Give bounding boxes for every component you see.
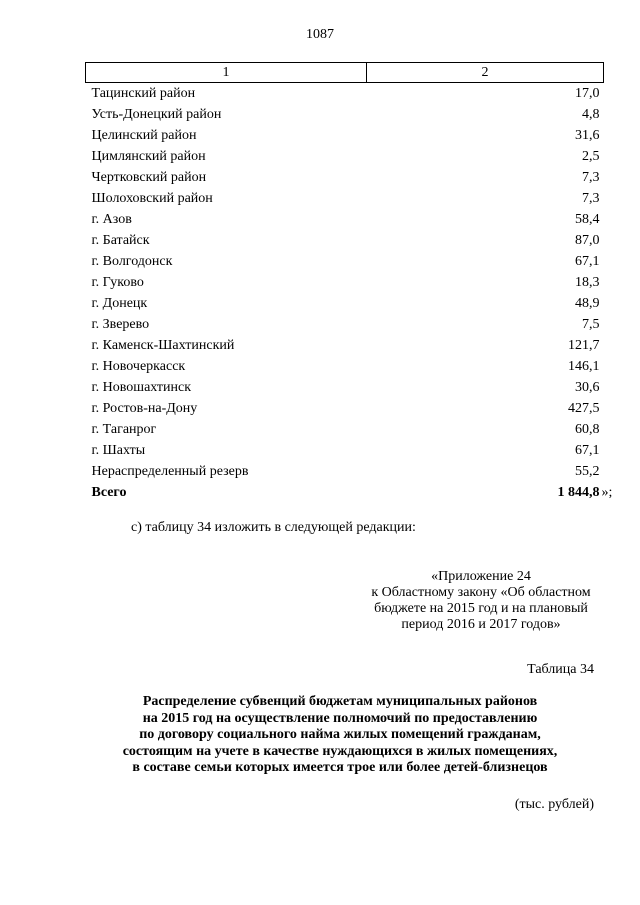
row-name: Целинский район bbox=[91, 128, 197, 143]
table-row bbox=[86, 440, 604, 461]
row-name: г. Новошахтинск bbox=[91, 380, 192, 395]
table-body bbox=[86, 83, 613, 504]
total-value-cell bbox=[367, 482, 613, 503]
table-row bbox=[86, 398, 604, 419]
row-value: 427,5 bbox=[568, 401, 600, 416]
table-row bbox=[86, 230, 604, 251]
row-value: 48,9 bbox=[575, 296, 600, 311]
row-name: Нераспределенный резерв bbox=[91, 464, 249, 479]
instruction-text: с) таблицу 34 изложить в следующей редакции: bbox=[131, 520, 416, 535]
row-name: г. Азов bbox=[91, 212, 132, 227]
table-row bbox=[86, 314, 604, 335]
row-value: 146,1 bbox=[568, 359, 600, 374]
row-name: г. Ростов-на-Дону bbox=[91, 401, 198, 416]
table-row bbox=[86, 356, 604, 377]
distribution-table-container bbox=[85, 62, 613, 503]
table-row bbox=[86, 419, 604, 440]
table-row bbox=[86, 272, 604, 293]
heading-line: по договору социального найма жилых помещений гражданам, bbox=[139, 727, 541, 742]
row-name: Тацинский район bbox=[91, 86, 196, 101]
row-value: 4,8 bbox=[582, 107, 600, 122]
heading-line: Распределение субвенций бюджетам муниципальных районов bbox=[142, 694, 538, 709]
section-heading bbox=[60, 694, 620, 777]
heading-line: на 2015 год на осуществление полномочий по предоставлению bbox=[142, 710, 538, 726]
row-value: 121,7 bbox=[568, 338, 600, 353]
row-value: 7,3 bbox=[582, 191, 600, 206]
total-label: Всего bbox=[91, 485, 127, 500]
row-name: г. Батайск bbox=[91, 233, 150, 248]
table-row bbox=[86, 461, 604, 482]
table-row bbox=[86, 377, 604, 398]
row-value: 17,0 bbox=[575, 86, 600, 101]
row-value: 67,1 bbox=[575, 254, 600, 269]
distribution-table bbox=[85, 62, 613, 503]
row-value: 7,5 bbox=[582, 317, 600, 332]
row-value: 31,6 bbox=[575, 128, 600, 143]
row-name: г. Новочеркасск bbox=[91, 359, 186, 374]
row-value: 55,2 bbox=[575, 464, 600, 479]
row-name: г. Таганрог bbox=[91, 422, 157, 437]
appendix-line: бюджете на 2015 год и на плановый bbox=[374, 601, 588, 616]
total-suffix: »; bbox=[601, 485, 613, 500]
row-name: г. Каменск-Шахтинский bbox=[91, 338, 235, 353]
units-note: (тыс. рублей) bbox=[514, 797, 594, 812]
heading-line: в составе семьи которых имеется трое или более детей-близнецов bbox=[132, 760, 548, 775]
page-number: 1087 bbox=[306, 27, 334, 42]
row-value: 18,3 bbox=[575, 275, 600, 290]
table-row bbox=[86, 167, 604, 188]
row-name: г. Зверево bbox=[91, 317, 150, 332]
table-row bbox=[86, 146, 604, 167]
appendix-reference bbox=[336, 569, 626, 633]
table-row bbox=[86, 209, 604, 230]
row-value: 7,3 bbox=[582, 170, 600, 185]
row-value: 67,1 bbox=[575, 443, 600, 458]
column-header-1: 1 bbox=[86, 63, 367, 83]
row-value: 60,8 bbox=[575, 422, 600, 437]
row-name: г. Донецк bbox=[91, 296, 148, 311]
table-row bbox=[86, 293, 604, 314]
row-value: 2,5 bbox=[582, 149, 600, 164]
table-row bbox=[86, 125, 604, 146]
heading-line: состоящим на учете в качестве нуждающихся в жилых помещениях, bbox=[122, 743, 558, 759]
table-total-row bbox=[86, 482, 604, 503]
total-value: 1 844,8 bbox=[557, 485, 600, 500]
row-name: Усть-Донецкий район bbox=[91, 107, 222, 122]
table-row bbox=[86, 251, 604, 272]
row-name: г. Волгодонск bbox=[91, 254, 173, 269]
row-name: Чертковский район bbox=[91, 170, 207, 185]
column-header-2: 2 bbox=[367, 63, 604, 83]
row-name: Цимлянский район bbox=[91, 149, 206, 164]
appendix-line: период 2016 и 2017 годов» bbox=[401, 617, 561, 632]
row-value: 30,6 bbox=[575, 380, 600, 395]
row-name: г. Шахты bbox=[91, 443, 146, 458]
appendix-line: «Приложение 24 bbox=[431, 569, 531, 584]
table-row bbox=[86, 104, 604, 125]
row-name: Шолоховский район bbox=[91, 191, 213, 206]
row-value: 87,0 bbox=[575, 233, 600, 248]
row-value: 58,4 bbox=[575, 212, 600, 227]
table-header-row bbox=[86, 63, 604, 83]
table-label: Таблица 34 bbox=[527, 662, 594, 677]
table-row bbox=[86, 335, 604, 356]
table-row bbox=[86, 188, 604, 209]
table-row bbox=[86, 83, 604, 105]
appendix-line: к Областному закону «Об областном bbox=[371, 585, 591, 600]
row-name: г. Гуково bbox=[91, 275, 144, 290]
